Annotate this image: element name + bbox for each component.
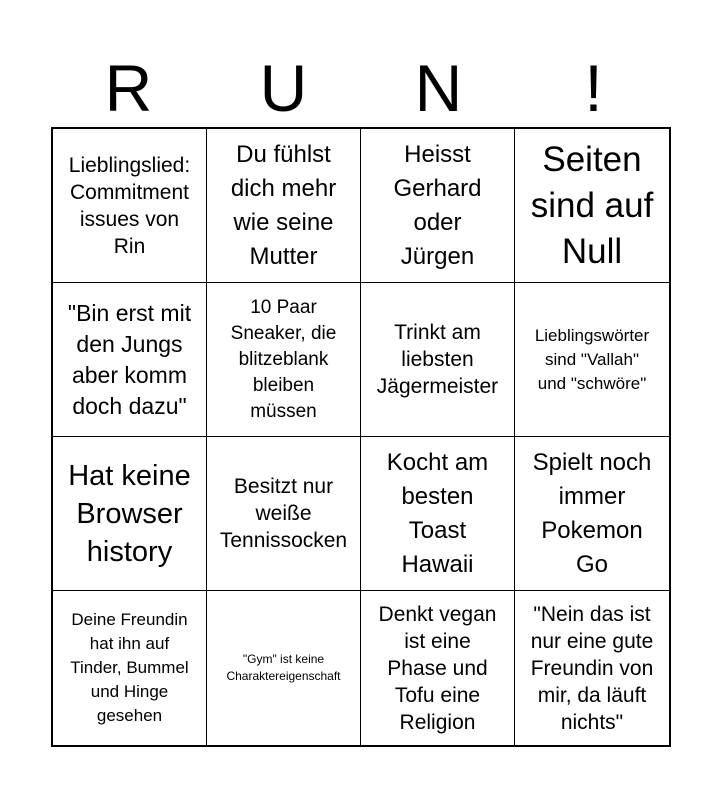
cell-text: "Gym" ist keine Charaktereigenschaft [226, 652, 341, 683]
cell-text: Kocht am besten Toast Hawaii [386, 448, 489, 578]
bingo-cell-r2-c2[interactable] [207, 283, 361, 437]
cell-text: Heisst Gerhard oder Jürgen [393, 140, 482, 270]
title-letter-n: N [414, 51, 463, 125]
bingo-cell-r3-c4[interactable] [515, 437, 669, 591]
bingo-cell-r3-c1[interactable] [53, 437, 207, 591]
cell-text: "Nein das ist nur eine gute Freundin von mir, da läuft nichts" [530, 602, 654, 734]
bingo-cell-r3-c2[interactable] [207, 437, 361, 591]
bingo-cell-r2-c1[interactable] [53, 283, 207, 437]
cell-text: Trinkt am liebsten Jägermeister [376, 321, 499, 398]
cell-text: Du fühlst dich mehr wie seine Mutter [230, 140, 337, 270]
cell-text: Lieblingswörter sind "Vallah" und "schwöre" [534, 325, 650, 393]
cell-text: "Bin erst mit den Jungs aber komm doch dazu" [67, 299, 192, 419]
cell-text: Besitzt nur weiße Tennissocken [219, 475, 348, 552]
bingo-cell-r4-c1[interactable] [53, 591, 207, 745]
bingo-cell-r4-c2[interactable] [207, 591, 361, 745]
cell-text: Hat keine Browser history [68, 459, 191, 568]
bingo-cell-r1-c4[interactable] [515, 129, 669, 283]
cell-text: Lieblingslied: Commitment issues von Rin [68, 153, 191, 258]
bingo-cell-r1-c1[interactable] [53, 129, 207, 283]
bingo-cell-r2-c4[interactable] [515, 283, 669, 437]
title-letter-u: U [259, 51, 308, 125]
bingo-cell-r4-c4[interactable] [515, 591, 669, 745]
bingo-cell-r1-c3[interactable] [361, 129, 515, 283]
bingo-cell-r4-c3[interactable] [361, 591, 515, 745]
bingo-cell-r2-c3[interactable] [361, 283, 515, 437]
bingo-grid [51, 127, 671, 747]
cell-text: Deine Freundin hat ihn auf Tinder, Bummel und Hinge gesehen [70, 610, 189, 725]
bingo-cell-r3-c3[interactable] [361, 437, 515, 591]
title-letter-exclamation: ! [584, 51, 603, 125]
bingo-title [51, 50, 671, 126]
cell-text: Spielt noch immer Pokemon Go [532, 448, 652, 578]
bingo-cell-r1-c2[interactable] [207, 129, 361, 283]
cell-text: 10 Paar Sneaker, die blitzeblank bleiben müssen [230, 296, 337, 422]
cell-text: Denkt vegan ist eine Phase und Tofu eine Religion [378, 602, 497, 734]
cell-text: Seiten sind auf Null [530, 139, 654, 271]
title-letter-r: R [104, 51, 153, 125]
